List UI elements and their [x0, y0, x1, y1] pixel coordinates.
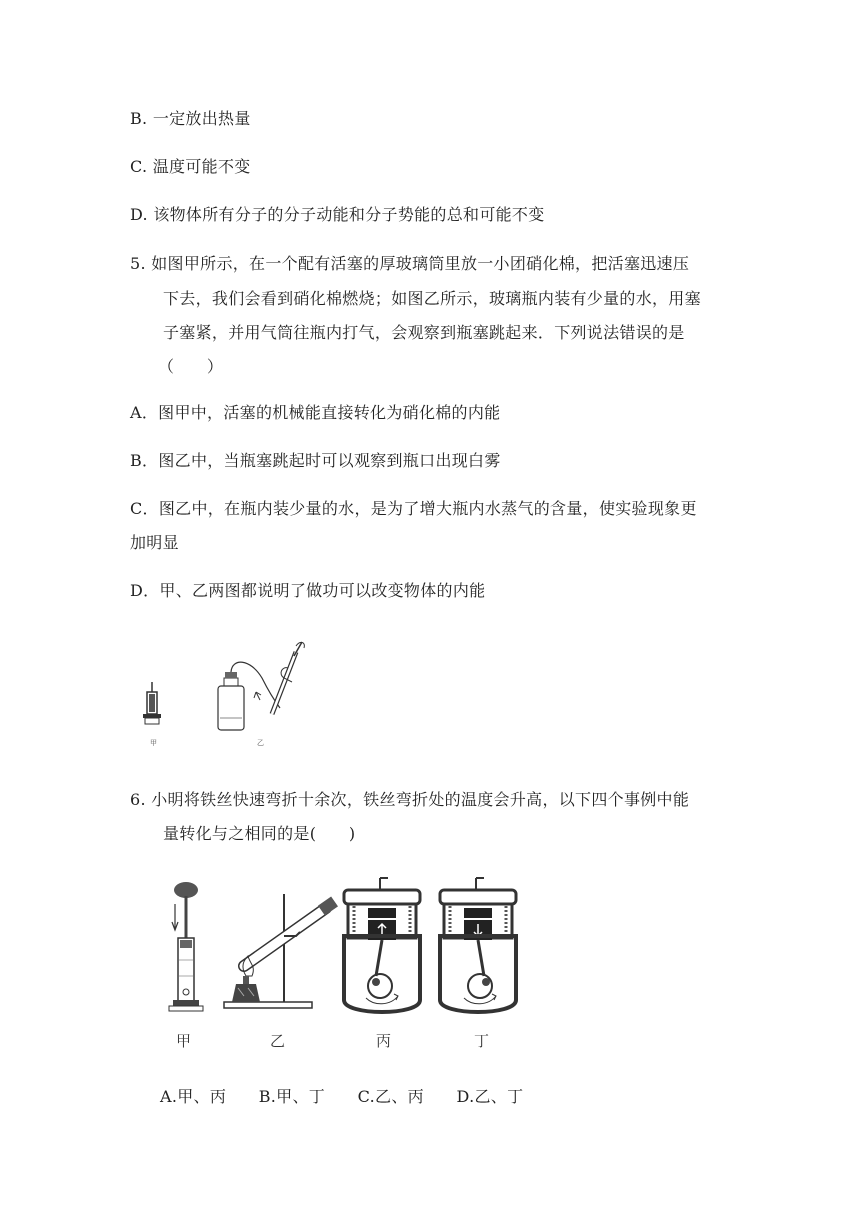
q5-stem-line3: 子塞紧，并用气筒往瓶内打气，会观察到瓶塞跳起来．下列说法错误的是 — [163, 323, 685, 342]
q6-caption-bing: 丙 — [376, 1032, 392, 1050]
q4-option-d: D. 该物体所有分子的分子动能和分子势能的总和可能不变 — [130, 205, 545, 224]
q5-figure-yi — [210, 638, 310, 738]
q4-option-c: C. 温度可能不变 — [130, 157, 251, 176]
q6-stem-line1: 6. 小明将铁丝快速弯折十余次，铁丝弯折处的温度会升高，以下四个事例中能 — [130, 790, 690, 809]
q5-option-a: A．图甲中，活塞的机械能直接转化为硝化棉的内能 — [130, 403, 501, 422]
q6-options: A.甲、丙 B.甲、丁 C.乙、丙 D.乙、丁 — [160, 1087, 524, 1106]
q6-figure-jia — [165, 880, 215, 1015]
q6-stem-line2: 量转化与之相同的是( ) — [163, 824, 356, 843]
q5-option-b: B．图乙中，当瓶塞跳起时可以观察到瓶口出现白雾 — [130, 451, 501, 470]
q4-option-b: B. 一定放出热量 — [130, 109, 251, 128]
q5-option-c-line1: C．图乙中，在瓶内装少量的水，是为了增大瓶内水蒸气的含量，使实验现象更 — [130, 499, 697, 518]
q6-figure-yi — [222, 876, 342, 1016]
q6-figure-bing — [340, 876, 426, 1021]
q5-stem-line4: （ ） — [158, 357, 224, 376]
q5-option-c-line2: 加明显 — [130, 533, 179, 552]
q6-caption-ding: 丁 — [474, 1032, 490, 1050]
q6-figure-ding — [436, 876, 522, 1021]
q5-caption-yi: 乙 — [257, 739, 264, 747]
q5-figure-jia — [140, 680, 170, 732]
q5-stem-line1: 5. 如图甲所示，在一个配有活塞的厚玻璃筒里放一小团硝化棉，把活塞迅速压 — [130, 254, 690, 273]
q5-stem-line2: 下去，我们会看到硝化棉燃烧；如图乙所示，玻璃瓶内装有少量的水，用塞 — [163, 289, 701, 308]
q5-option-d: D．甲、乙两图都说明了做功可以改变物体的内能 — [130, 581, 486, 600]
q6-caption-yi: 乙 — [270, 1032, 286, 1050]
q5-caption-jia: 甲 — [150, 739, 157, 747]
q6-caption-jia: 甲 — [176, 1032, 192, 1050]
